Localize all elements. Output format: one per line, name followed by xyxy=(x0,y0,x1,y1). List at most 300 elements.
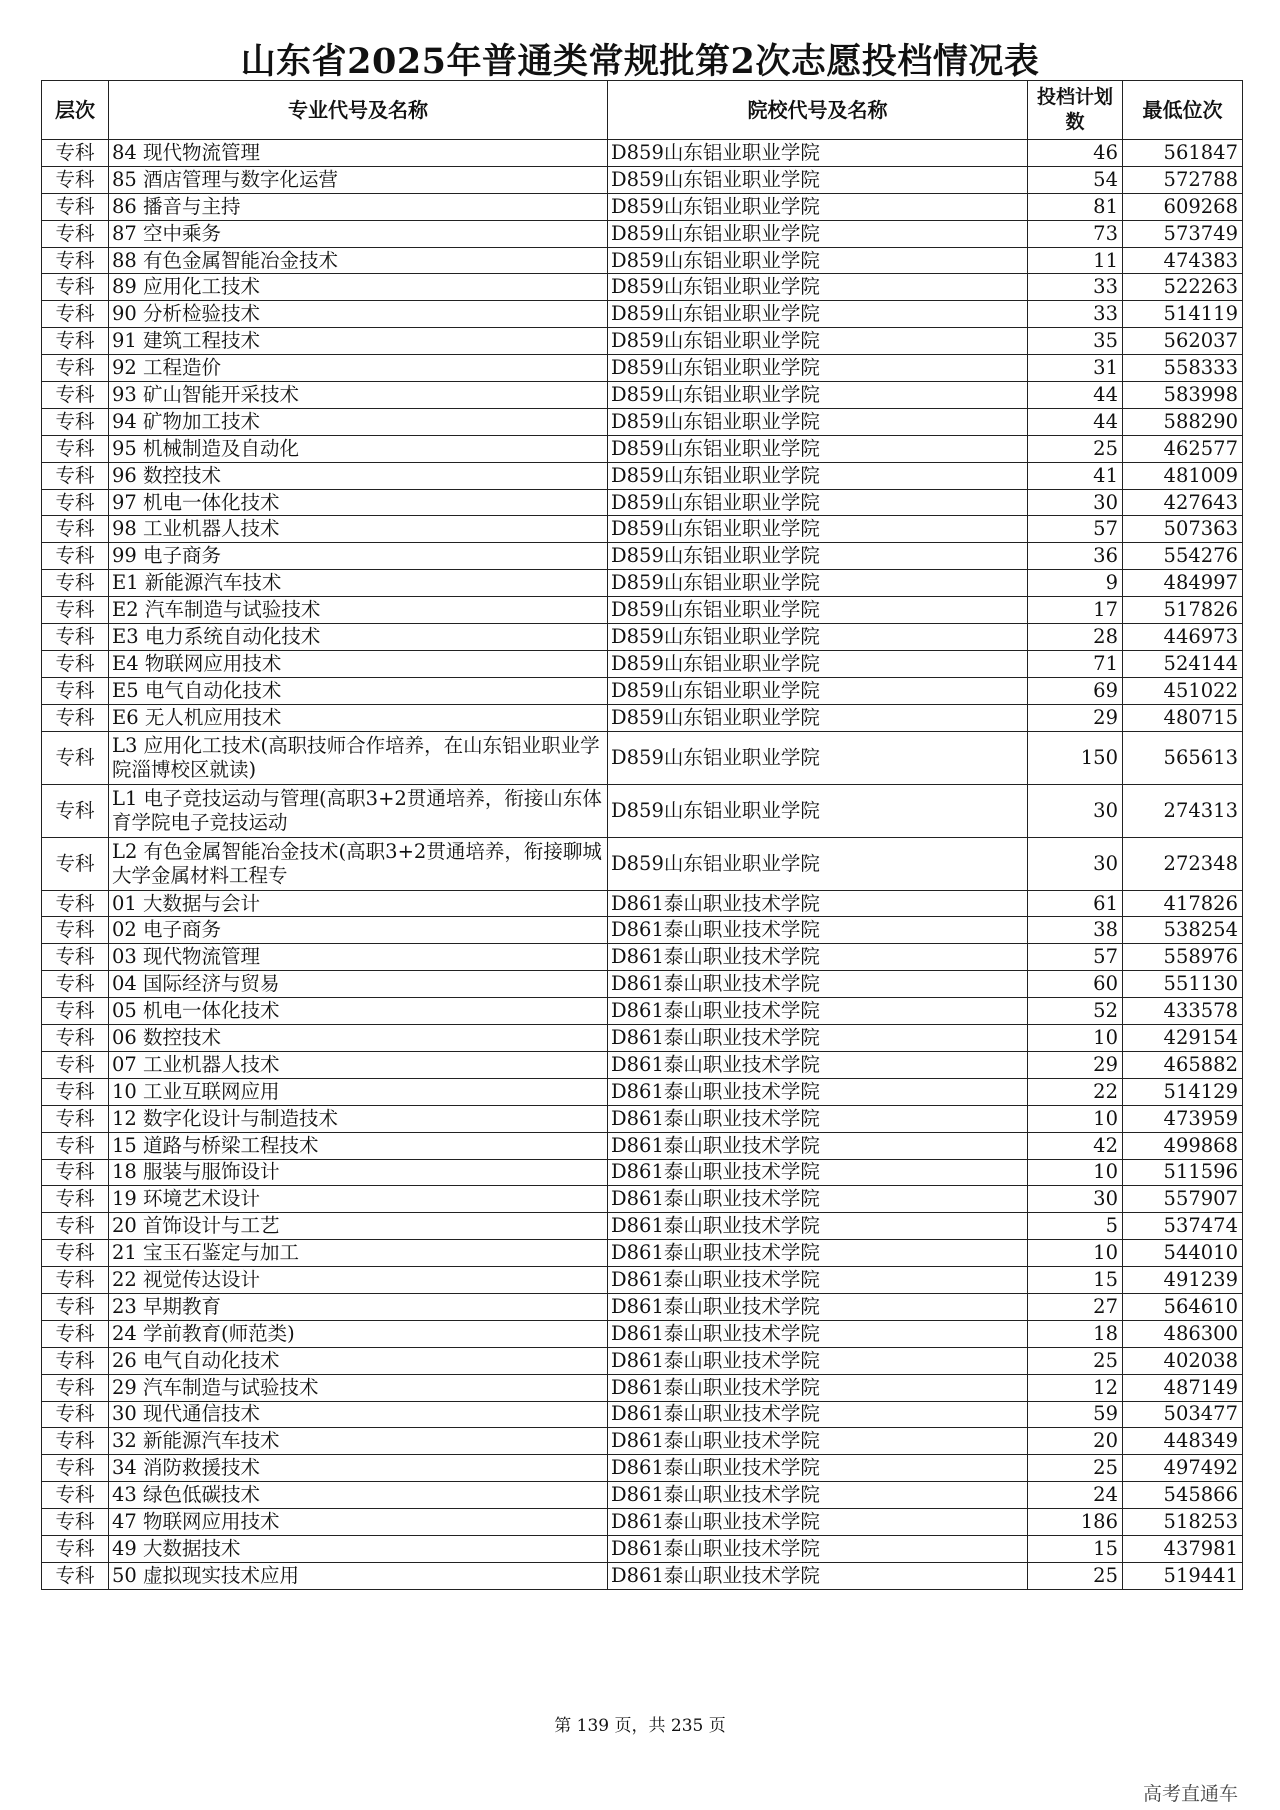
cell-rank: 503477 xyxy=(1123,1401,1243,1428)
cell-major: E4 物联网应用技术 xyxy=(109,650,608,677)
cell-rank: 507363 xyxy=(1123,516,1243,543)
cell-level: 专科 xyxy=(42,1509,109,1536)
cell-major: 32 新能源汽车技术 xyxy=(109,1428,608,1455)
cell-rank: 417826 xyxy=(1123,890,1243,917)
cell-major: 49 大数据技术 xyxy=(109,1535,608,1562)
cell-major: 24 学前教育(师范类) xyxy=(109,1320,608,1347)
cell-major: 92 工程造价 xyxy=(109,355,608,382)
table-body xyxy=(42,140,1243,1590)
table-row xyxy=(42,624,1243,651)
cell-major: 26 电气自动化技术 xyxy=(109,1347,608,1374)
table-row xyxy=(42,1347,1243,1374)
cell-level: 专科 xyxy=(42,193,109,220)
cell-rank: 544010 xyxy=(1123,1240,1243,1267)
table-row xyxy=(42,1186,1243,1213)
cell-level: 专科 xyxy=(42,1401,109,1428)
page-title: 山东省2025年普通类常规批第2次志愿投档情况表 xyxy=(240,41,1040,82)
cell-school: D859山东铝业职业学院 xyxy=(608,274,1028,301)
cell-level: 专科 xyxy=(42,837,109,890)
cell-level: 专科 xyxy=(42,1186,109,1213)
cell-level: 专科 xyxy=(42,1562,109,1589)
cell-rank: 519441 xyxy=(1123,1562,1243,1589)
cell-school: D861泰山职业技术学院 xyxy=(608,1482,1028,1509)
cell-major: 84 现代物流管理 xyxy=(109,140,608,167)
cell-major: 15 道路与桥梁工程技术 xyxy=(109,1132,608,1159)
cell-major: 89 应用化工技术 xyxy=(109,274,608,301)
table-row xyxy=(42,166,1243,193)
cell-school: D859山东铝业职业学院 xyxy=(608,328,1028,355)
cell-plan: 27 xyxy=(1028,1293,1123,1320)
cell-level: 专科 xyxy=(42,1482,109,1509)
cell-plan: 61 xyxy=(1028,890,1123,917)
cell-plan: 57 xyxy=(1028,944,1123,971)
table-row xyxy=(42,408,1243,435)
cell-level: 专科 xyxy=(42,516,109,543)
cell-level: 专科 xyxy=(42,247,109,274)
cell-major: 01 大数据与会计 xyxy=(109,890,608,917)
cell-school: D861泰山职业技术学院 xyxy=(608,1186,1028,1213)
table-row xyxy=(42,784,1243,837)
cell-plan: 71 xyxy=(1028,650,1123,677)
cell-major: 22 视觉传达设计 xyxy=(109,1267,608,1294)
cell-level: 专科 xyxy=(42,624,109,651)
cell-level: 专科 xyxy=(42,784,109,837)
cell-plan: 30 xyxy=(1028,1186,1123,1213)
cell-level: 专科 xyxy=(42,301,109,328)
cell-level: 专科 xyxy=(42,1105,109,1132)
cell-school: D861泰山职业技术学院 xyxy=(608,1213,1028,1240)
cell-rank: 561847 xyxy=(1123,140,1243,167)
cell-plan: 15 xyxy=(1028,1535,1123,1562)
admission-table xyxy=(41,80,1243,1590)
cell-level: 专科 xyxy=(42,597,109,624)
cell-school: D859山东铝业职业学院 xyxy=(608,650,1028,677)
cell-plan: 46 xyxy=(1028,140,1123,167)
table-row xyxy=(42,1401,1243,1428)
cell-rank: 274313 xyxy=(1123,784,1243,837)
cell-rank: 538254 xyxy=(1123,917,1243,944)
header-level: 层次 xyxy=(42,81,109,140)
table-row xyxy=(42,1428,1243,1455)
cell-rank: 433578 xyxy=(1123,998,1243,1025)
cell-school: D861泰山职业技术学院 xyxy=(608,1132,1028,1159)
table-row xyxy=(42,1105,1243,1132)
cell-school: D859山东铝业职业学院 xyxy=(608,355,1028,382)
cell-rank: 429154 xyxy=(1123,1025,1243,1052)
cell-level: 专科 xyxy=(42,1159,109,1186)
cell-plan: 9 xyxy=(1028,570,1123,597)
header-rank: 最低位次 xyxy=(1123,81,1243,140)
cell-school: D861泰山职业技术学院 xyxy=(608,998,1028,1025)
cell-level: 专科 xyxy=(42,1240,109,1267)
cell-major: L2 有色金属智能冶金技术(高职3+2贯通培养，衔接聊城大学金属材料工程专 xyxy=(109,837,608,890)
cell-plan: 42 xyxy=(1028,1132,1123,1159)
cell-rank: 545866 xyxy=(1123,1482,1243,1509)
table-row xyxy=(42,220,1243,247)
cell-rank: 499868 xyxy=(1123,1132,1243,1159)
table-row xyxy=(42,704,1243,731)
cell-rank: 583998 xyxy=(1123,382,1243,409)
table-row xyxy=(42,355,1243,382)
page-number: 第 139 页，共 235 页 xyxy=(554,1716,726,1736)
cell-plan: 31 xyxy=(1028,355,1123,382)
cell-school: D861泰山职业技术学院 xyxy=(608,1078,1028,1105)
table-row xyxy=(42,1078,1243,1105)
cell-major: 30 现代通信技术 xyxy=(109,1401,608,1428)
cell-plan: 73 xyxy=(1028,220,1123,247)
table-row xyxy=(42,917,1243,944)
cell-rank: 522263 xyxy=(1123,274,1243,301)
cell-level: 专科 xyxy=(42,1374,109,1401)
cell-major: 19 环境艺术设计 xyxy=(109,1186,608,1213)
cell-school: D861泰山职业技术学院 xyxy=(608,1051,1028,1078)
cell-rank: 588290 xyxy=(1123,408,1243,435)
cell-major: 50 虚拟现实技术应用 xyxy=(109,1562,608,1589)
cell-school: D859山东铝业职业学院 xyxy=(608,677,1028,704)
cell-school: D861泰山职业技术学院 xyxy=(608,1025,1028,1052)
cell-plan: 17 xyxy=(1028,597,1123,624)
table-row xyxy=(42,998,1243,1025)
cell-major: 06 数控技术 xyxy=(109,1025,608,1052)
table-row xyxy=(42,140,1243,167)
cell-level: 专科 xyxy=(42,1347,109,1374)
table-row xyxy=(42,971,1243,998)
cell-rank: 517826 xyxy=(1123,597,1243,624)
cell-level: 专科 xyxy=(42,570,109,597)
cell-major: E5 电气自动化技术 xyxy=(109,677,608,704)
table-row xyxy=(42,1293,1243,1320)
cell-school: D859山东铝业职业学院 xyxy=(608,597,1028,624)
cell-level: 专科 xyxy=(42,462,109,489)
cell-level: 专科 xyxy=(42,917,109,944)
table-row xyxy=(42,837,1243,890)
cell-level: 专科 xyxy=(42,274,109,301)
cell-plan: 18 xyxy=(1028,1320,1123,1347)
cell-school: D859山东铝业职业学院 xyxy=(608,624,1028,651)
cell-major: 94 矿物加工技术 xyxy=(109,408,608,435)
cell-rank: 448349 xyxy=(1123,1428,1243,1455)
cell-school: D861泰山职业技术学院 xyxy=(608,1374,1028,1401)
cell-rank: 524144 xyxy=(1123,650,1243,677)
cell-level: 专科 xyxy=(42,1428,109,1455)
cell-rank: 564610 xyxy=(1123,1293,1243,1320)
cell-rank: 554276 xyxy=(1123,543,1243,570)
cell-school: D859山东铝业职业学院 xyxy=(608,247,1028,274)
table-row xyxy=(42,1267,1243,1294)
cell-rank: 491239 xyxy=(1123,1267,1243,1294)
cell-rank: 558976 xyxy=(1123,944,1243,971)
table-row xyxy=(42,382,1243,409)
cell-major: 90 分析检验技术 xyxy=(109,301,608,328)
cell-rank: 572788 xyxy=(1123,166,1243,193)
cell-level: 专科 xyxy=(42,890,109,917)
cell-major: 10 工业互联网应用 xyxy=(109,1078,608,1105)
cell-level: 专科 xyxy=(42,408,109,435)
watermark: 高考直通车 xyxy=(1143,1783,1239,1805)
cell-plan: 30 xyxy=(1028,784,1123,837)
cell-major: 03 现代物流管理 xyxy=(109,944,608,971)
cell-rank: 486300 xyxy=(1123,1320,1243,1347)
cell-plan: 60 xyxy=(1028,971,1123,998)
table-row xyxy=(42,1482,1243,1509)
cell-rank: 514119 xyxy=(1123,301,1243,328)
table-row xyxy=(42,435,1243,462)
cell-major: 96 数控技术 xyxy=(109,462,608,489)
table-row xyxy=(42,328,1243,355)
table-row xyxy=(42,570,1243,597)
cell-level: 专科 xyxy=(42,1132,109,1159)
cell-rank: 402038 xyxy=(1123,1347,1243,1374)
cell-major: E1 新能源汽车技术 xyxy=(109,570,608,597)
cell-plan: 38 xyxy=(1028,917,1123,944)
cell-school: D859山东铝业职业学院 xyxy=(608,516,1028,543)
cell-level: 专科 xyxy=(42,1051,109,1078)
cell-plan: 69 xyxy=(1028,677,1123,704)
cell-school: D861泰山职业技术学院 xyxy=(608,1159,1028,1186)
cell-school: D861泰山职业技术学院 xyxy=(608,1105,1028,1132)
cell-plan: 15 xyxy=(1028,1267,1123,1294)
cell-school: D859山东铝业职业学院 xyxy=(608,704,1028,731)
table-row xyxy=(42,1051,1243,1078)
cell-level: 专科 xyxy=(42,704,109,731)
cell-rank: 562037 xyxy=(1123,328,1243,355)
cell-rank: 514129 xyxy=(1123,1078,1243,1105)
cell-level: 专科 xyxy=(42,166,109,193)
cell-plan: 33 xyxy=(1028,274,1123,301)
header-plan: 投档计划数 xyxy=(1028,81,1123,140)
cell-rank: 451022 xyxy=(1123,677,1243,704)
cell-plan: 25 xyxy=(1028,1562,1123,1589)
cell-plan: 28 xyxy=(1028,624,1123,651)
cell-major: 43 绿色低碳技术 xyxy=(109,1482,608,1509)
cell-level: 专科 xyxy=(42,650,109,677)
cell-school: D861泰山职业技术学院 xyxy=(608,1562,1028,1589)
cell-level: 专科 xyxy=(42,1078,109,1105)
cell-major: 12 数字化设计与制造技术 xyxy=(109,1105,608,1132)
cell-plan: 57 xyxy=(1028,516,1123,543)
cell-school: D859山东铝业职业学院 xyxy=(608,193,1028,220)
cell-major: 05 机电一体化技术 xyxy=(109,998,608,1025)
table-row xyxy=(42,274,1243,301)
table-row xyxy=(42,731,1243,784)
cell-plan: 12 xyxy=(1028,1374,1123,1401)
cell-level: 专科 xyxy=(42,677,109,704)
cell-school: D859山东铝业职业学院 xyxy=(608,489,1028,516)
cell-plan: 52 xyxy=(1028,998,1123,1025)
cell-major: 47 物联网应用技术 xyxy=(109,1509,608,1536)
cell-school: D859山东铝业职业学院 xyxy=(608,837,1028,890)
cell-plan: 29 xyxy=(1028,1051,1123,1078)
cell-major: E3 电力系统自动化技术 xyxy=(109,624,608,651)
cell-rank: 446973 xyxy=(1123,624,1243,651)
cell-level: 专科 xyxy=(42,731,109,784)
cell-level: 专科 xyxy=(42,1455,109,1482)
cell-major: 86 播音与主持 xyxy=(109,193,608,220)
table-row xyxy=(42,1025,1243,1052)
cell-plan: 30 xyxy=(1028,489,1123,516)
cell-major: 20 首饰设计与工艺 xyxy=(109,1213,608,1240)
cell-level: 专科 xyxy=(42,328,109,355)
table-row xyxy=(42,650,1243,677)
table-header-row xyxy=(42,81,1243,140)
cell-level: 专科 xyxy=(42,355,109,382)
table-row xyxy=(42,489,1243,516)
cell-plan: 54 xyxy=(1028,166,1123,193)
cell-level: 专科 xyxy=(42,1293,109,1320)
cell-plan: 20 xyxy=(1028,1428,1123,1455)
cell-rank: 272348 xyxy=(1123,837,1243,890)
cell-school: D859山东铝业职业学院 xyxy=(608,543,1028,570)
cell-major: 93 矿山智能开采技术 xyxy=(109,382,608,409)
cell-school: D861泰山职业技术学院 xyxy=(608,1455,1028,1482)
header-school: 院校代号及名称 xyxy=(608,81,1028,140)
cell-plan: 81 xyxy=(1028,193,1123,220)
cell-major: 29 汽车制造与试验技术 xyxy=(109,1374,608,1401)
cell-school: D859山东铝业职业学院 xyxy=(608,570,1028,597)
table-row xyxy=(42,1240,1243,1267)
table-row xyxy=(42,944,1243,971)
cell-school: D861泰山职业技术学院 xyxy=(608,1428,1028,1455)
cell-school: D861泰山职业技术学院 xyxy=(608,890,1028,917)
cell-plan: 11 xyxy=(1028,247,1123,274)
cell-level: 专科 xyxy=(42,435,109,462)
cell-plan: 186 xyxy=(1028,1509,1123,1536)
cell-plan: 10 xyxy=(1028,1240,1123,1267)
cell-major: 02 电子商务 xyxy=(109,917,608,944)
cell-rank: 609268 xyxy=(1123,193,1243,220)
table-row xyxy=(42,462,1243,489)
cell-plan: 29 xyxy=(1028,704,1123,731)
table-row xyxy=(42,890,1243,917)
cell-rank: 573749 xyxy=(1123,220,1243,247)
cell-level: 专科 xyxy=(42,140,109,167)
table-row xyxy=(42,247,1243,274)
cell-rank: 465882 xyxy=(1123,1051,1243,1078)
cell-level: 专科 xyxy=(42,1535,109,1562)
table-row xyxy=(42,1535,1243,1562)
cell-rank: 487149 xyxy=(1123,1374,1243,1401)
cell-plan: 10 xyxy=(1028,1159,1123,1186)
cell-major: 18 服装与服饰设计 xyxy=(109,1159,608,1186)
cell-rank: 497492 xyxy=(1123,1455,1243,1482)
cell-plan: 33 xyxy=(1028,301,1123,328)
cell-rank: 537474 xyxy=(1123,1213,1243,1240)
cell-level: 专科 xyxy=(42,489,109,516)
cell-school: D859山东铝业职业学院 xyxy=(608,731,1028,784)
cell-level: 专科 xyxy=(42,944,109,971)
cell-plan: 22 xyxy=(1028,1078,1123,1105)
cell-school: D859山东铝业职业学院 xyxy=(608,220,1028,247)
table-row xyxy=(42,597,1243,624)
cell-school: D859山东铝业职业学院 xyxy=(608,382,1028,409)
cell-major: 97 机电一体化技术 xyxy=(109,489,608,516)
cell-plan: 10 xyxy=(1028,1025,1123,1052)
cell-rank: 473959 xyxy=(1123,1105,1243,1132)
cell-plan: 25 xyxy=(1028,1455,1123,1482)
cell-level: 专科 xyxy=(42,971,109,998)
cell-school: D861泰山职业技术学院 xyxy=(608,1347,1028,1374)
cell-school: D861泰山职业技术学院 xyxy=(608,1240,1028,1267)
cell-level: 专科 xyxy=(42,543,109,570)
table-row xyxy=(42,301,1243,328)
cell-major: 34 消防救援技术 xyxy=(109,1455,608,1482)
cell-level: 专科 xyxy=(42,220,109,247)
cell-rank: 462577 xyxy=(1123,435,1243,462)
cell-major: E2 汽车制造与试验技术 xyxy=(109,597,608,624)
header-major: 专业代号及名称 xyxy=(109,81,608,140)
table-row xyxy=(42,543,1243,570)
cell-plan: 25 xyxy=(1028,435,1123,462)
cell-level: 专科 xyxy=(42,1320,109,1347)
cell-plan: 10 xyxy=(1028,1105,1123,1132)
cell-school: D859山东铝业职业学院 xyxy=(608,435,1028,462)
cell-rank: 557907 xyxy=(1123,1186,1243,1213)
cell-plan: 35 xyxy=(1028,328,1123,355)
cell-school: D859山东铝业职业学院 xyxy=(608,166,1028,193)
cell-major: 91 建筑工程技术 xyxy=(109,328,608,355)
cell-plan: 5 xyxy=(1028,1213,1123,1240)
cell-major: 04 国际经济与贸易 xyxy=(109,971,608,998)
cell-major: 21 宝玉石鉴定与加工 xyxy=(109,1240,608,1267)
cell-major: L3 应用化工技术(高职技师合作培养，在山东铝业职业学院淄博校区就读) xyxy=(109,731,608,784)
cell-plan: 25 xyxy=(1028,1347,1123,1374)
cell-school: D861泰山职业技术学院 xyxy=(608,1267,1028,1294)
cell-rank: 551130 xyxy=(1123,971,1243,998)
cell-rank: 484997 xyxy=(1123,570,1243,597)
cell-plan: 24 xyxy=(1028,1482,1123,1509)
cell-major: 85 酒店管理与数字化运营 xyxy=(109,166,608,193)
table-row xyxy=(42,1509,1243,1536)
table-row xyxy=(42,1455,1243,1482)
table-row xyxy=(42,677,1243,704)
cell-level: 专科 xyxy=(42,1025,109,1052)
cell-school: D861泰山职业技术学院 xyxy=(608,1401,1028,1428)
cell-school: D861泰山职业技术学院 xyxy=(608,1293,1028,1320)
cell-school: D859山东铝业职业学院 xyxy=(608,462,1028,489)
cell-plan: 59 xyxy=(1028,1401,1123,1428)
table-row xyxy=(42,516,1243,543)
cell-rank: 565613 xyxy=(1123,731,1243,784)
cell-school: D861泰山职业技术学院 xyxy=(608,1320,1028,1347)
cell-school: D859山东铝业职业学院 xyxy=(608,784,1028,837)
cell-level: 专科 xyxy=(42,382,109,409)
cell-major: 07 工业机器人技术 xyxy=(109,1051,608,1078)
cell-school: D861泰山职业技术学院 xyxy=(608,917,1028,944)
cell-plan: 150 xyxy=(1028,731,1123,784)
cell-school: D861泰山职业技术学院 xyxy=(608,1509,1028,1536)
cell-rank: 518253 xyxy=(1123,1509,1243,1536)
table-row xyxy=(42,1213,1243,1240)
cell-school: D859山东铝业职业学院 xyxy=(608,408,1028,435)
cell-plan: 44 xyxy=(1028,408,1123,435)
cell-major: 87 空中乘务 xyxy=(109,220,608,247)
cell-plan: 30 xyxy=(1028,837,1123,890)
table-row xyxy=(42,1562,1243,1589)
table-row xyxy=(42,1132,1243,1159)
cell-school: D861泰山职业技术学院 xyxy=(608,1535,1028,1562)
cell-level: 专科 xyxy=(42,1267,109,1294)
cell-school: D861泰山职业技术学院 xyxy=(608,944,1028,971)
cell-major: 98 工业机器人技术 xyxy=(109,516,608,543)
table-row xyxy=(42,193,1243,220)
cell-rank: 558333 xyxy=(1123,355,1243,382)
cell-major: 88 有色金属智能冶金技术 xyxy=(109,247,608,274)
cell-rank: 437981 xyxy=(1123,1535,1243,1562)
table-row xyxy=(42,1320,1243,1347)
table-row xyxy=(42,1159,1243,1186)
cell-major: 95 机械制造及自动化 xyxy=(109,435,608,462)
cell-school: D861泰山职业技术学院 xyxy=(608,971,1028,998)
